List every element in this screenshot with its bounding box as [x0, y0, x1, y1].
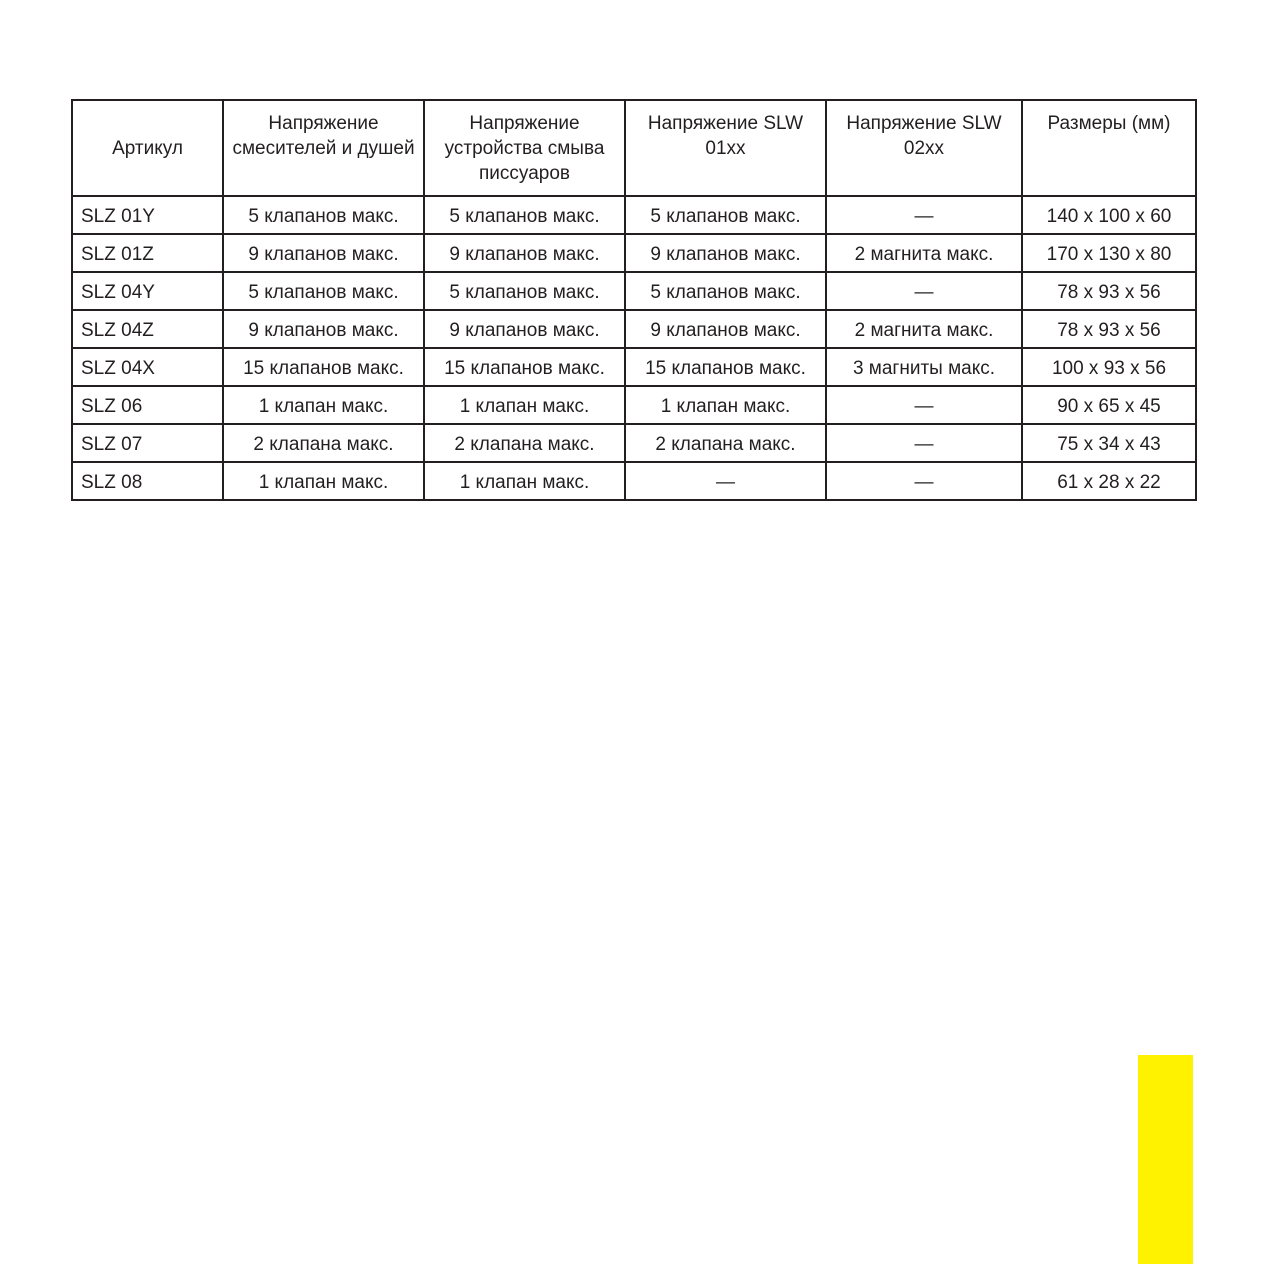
- article-cell: SLZ 07: [72, 424, 223, 462]
- slw02-voltage-cell: —: [826, 196, 1022, 234]
- table-row: [72, 196, 1196, 234]
- header-dimensions: Размеры (мм): [1022, 100, 1196, 196]
- slw02-voltage-cell: —: [826, 272, 1022, 310]
- dimensions-cell: 78 x 93 x 56: [1022, 310, 1196, 348]
- article-cell: SLZ 04X: [72, 348, 223, 386]
- urinal-voltage-cell: 5 клапанов макс.: [424, 196, 625, 234]
- article-cell: SLZ 06: [72, 386, 223, 424]
- slw02-voltage-cell: 2 магнита макс.: [826, 310, 1022, 348]
- slw02-voltage-cell: 3 магниты макс.: [826, 348, 1022, 386]
- slw01-voltage-cell: 9 клапанов макс.: [625, 234, 826, 272]
- header-slw02-voltage: Напряжение SLW 02xx: [826, 100, 1022, 196]
- dimensions-cell: 78 x 93 x 56: [1022, 272, 1196, 310]
- header-row: [72, 100, 1196, 196]
- urinal-voltage-cell: 5 клапанов макс.: [424, 272, 625, 310]
- article-cell: SLZ 04Y: [72, 272, 223, 310]
- urinal-voltage-cell: 15 клапанов макс.: [424, 348, 625, 386]
- table-row: [72, 462, 1196, 500]
- table-row: [72, 424, 1196, 462]
- table-row: [72, 386, 1196, 424]
- article-cell: SLZ 04Z: [72, 310, 223, 348]
- urinal-voltage-cell: 2 клапана макс.: [424, 424, 625, 462]
- slw01-voltage-cell: 5 клапанов макс.: [625, 196, 826, 234]
- slw01-voltage-cell: 1 клапан макс.: [625, 386, 826, 424]
- table-row: [72, 310, 1196, 348]
- table-row: [72, 272, 1196, 310]
- article-cell: SLZ 01Y: [72, 196, 223, 234]
- table-row: [72, 348, 1196, 386]
- slw01-voltage-cell: 2 клапана макс.: [625, 424, 826, 462]
- slw01-voltage-cell: 9 клапанов макс.: [625, 310, 826, 348]
- slw02-voltage-cell: —: [826, 462, 1022, 500]
- yellow-accent-bar: [1138, 1055, 1193, 1264]
- article-cell: SLZ 08: [72, 462, 223, 500]
- mixers-voltage-cell: 5 клапанов макс.: [223, 272, 424, 310]
- slw02-voltage-cell: —: [826, 424, 1022, 462]
- urinal-voltage-cell: 1 клапан макс.: [424, 462, 625, 500]
- mixers-voltage-cell: 1 клапан макс.: [223, 462, 424, 500]
- header-article: Артикул: [72, 100, 223, 196]
- urinal-voltage-cell: 9 клапанов макс.: [424, 310, 625, 348]
- mixers-voltage-cell: 5 клапанов макс.: [223, 196, 424, 234]
- urinal-voltage-cell: 1 клапан макс.: [424, 386, 625, 424]
- spec-table: [71, 99, 1197, 501]
- dimensions-cell: 170 x 130 x 80: [1022, 234, 1196, 272]
- dimensions-cell: 100 x 93 x 56: [1022, 348, 1196, 386]
- article-cell: SLZ 01Z: [72, 234, 223, 272]
- dimensions-cell: 61 x 28 x 22: [1022, 462, 1196, 500]
- mixers-voltage-cell: 1 клапан макс.: [223, 386, 424, 424]
- slw02-voltage-cell: —: [826, 386, 1022, 424]
- slw01-voltage-cell: 15 клапанов макс.: [625, 348, 826, 386]
- header-urinal-flush-voltage: Напряжение устройства смыва писсуаров: [424, 100, 625, 196]
- urinal-voltage-cell: 9 клапанов макс.: [424, 234, 625, 272]
- dimensions-cell: 75 x 34 x 43: [1022, 424, 1196, 462]
- mixers-voltage-cell: 15 клапанов макс.: [223, 348, 424, 386]
- mixers-voltage-cell: 9 клапанов макс.: [223, 234, 424, 272]
- dimensions-cell: 140 x 100 x 60: [1022, 196, 1196, 234]
- slw01-voltage-cell: 5 клапанов макс.: [625, 272, 826, 310]
- slw01-voltage-cell: —: [625, 462, 826, 500]
- table-row: [72, 234, 1196, 272]
- slw02-voltage-cell: 2 магнита макс.: [826, 234, 1022, 272]
- dimensions-cell: 90 x 65 x 45: [1022, 386, 1196, 424]
- header-mixers-voltage: Напряжение смесителей и душей: [223, 100, 424, 196]
- header-slw01-voltage: Напряжение SLW 01xx: [625, 100, 826, 196]
- mixers-voltage-cell: 9 клапанов макс.: [223, 310, 424, 348]
- mixers-voltage-cell: 2 клапана макс.: [223, 424, 424, 462]
